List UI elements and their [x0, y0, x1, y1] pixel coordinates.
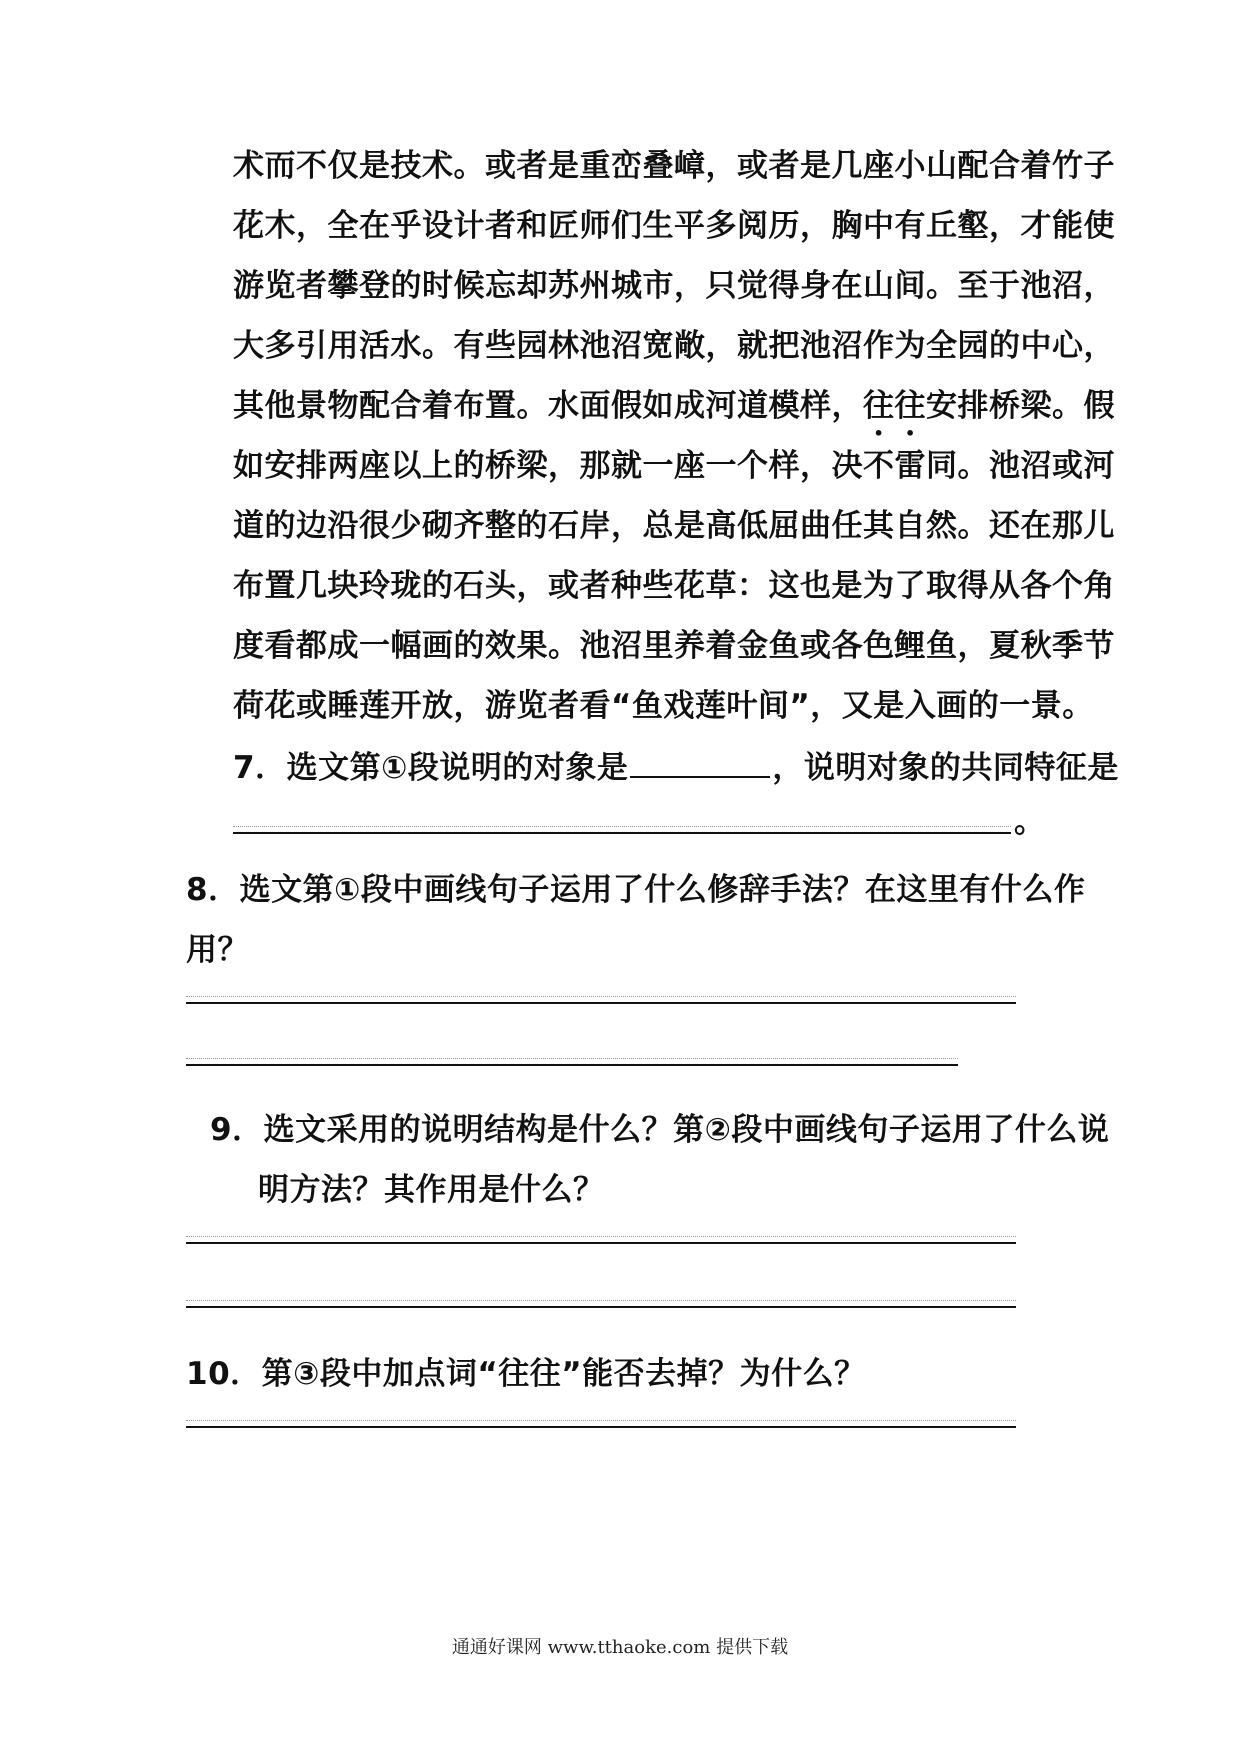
passage-line-2: 花木，全在乎设计者和匠师们生平多阅历，胸中有丘壑，才能使: [233, 208, 1115, 244]
question-7: [233, 746, 1119, 788]
passage-line-8: 布置几块玲珑的石头，或者种些花草：这也是为了取得从各个角: [233, 568, 1115, 604]
passage-line-6: 如安排两座以上的桥梁，那就一座一个样，决不雷同。池沼或河: [233, 448, 1115, 484]
passage-line-3: 游览者攀登的时候忘却苏州城市，只觉得身在山间。至于池沼，: [233, 268, 1115, 304]
dotted-word: 往往: [863, 388, 926, 424]
passage-line-1: 术而不仅是技术。或者是重峦叠嶂，或者是几座小山配合着竹子: [233, 148, 1115, 184]
passage-line-7: 道的边沿很少砌齐整的石岸，总是高低屈曲任其自然。还在那儿: [233, 508, 1115, 544]
passage-line-5-before: 其他景物配合着布置。水面假如成河道模样，: [233, 388, 863, 424]
passage-line-4: 大多引用活水。有些园林池沼宽敞，就把池沼作为全园的中心，: [233, 328, 1115, 364]
question-9-answer-line-2[interactable]: [186, 1306, 1016, 1308]
question-7-blank[interactable]: [630, 746, 770, 778]
question-10: 10．第③段中加点词“往往”能否去掉？为什么？: [186, 1356, 866, 1392]
question-7-part2: ，说明对象的共同特征是: [772, 750, 1119, 786]
passage-line-5: [233, 386, 1115, 443]
question-10-answer-line[interactable]: [186, 1426, 1016, 1428]
question-7-end: 。: [1014, 804, 1046, 840]
question-7-answer-line[interactable]: [233, 832, 1011, 834]
footer-credit: 通通好课网 www.tthaoke.com 提供下载: [451, 1637, 789, 1658]
question-9-answer-line-1[interactable]: [186, 1242, 1016, 1244]
passage-line-5-after: 安排桥梁。假: [926, 388, 1115, 424]
question-7-part1: 7．选文第①段说明的对象是: [233, 750, 629, 786]
question-9-line-1: 9．选文采用的说明结构是什么？第②段中画线句子运用了什么说: [210, 1112, 1110, 1148]
passage-line-10: 荷花或睡莲开放，游览者看“鱼戏莲叶间”，又是入画的一景。: [233, 688, 1094, 724]
question-8-answer-line-1[interactable]: [186, 1002, 1016, 1004]
question-8-line-2: 用？: [186, 932, 249, 968]
passage-line-9: 度看都成一幅画的效果。池沼里养着金鱼或各色鲤鱼，夏秋季节: [233, 628, 1115, 664]
question-8-line-1: 8．选文第①段中画线句子运用了什么修辞手法？在这里有什么作: [186, 872, 1086, 908]
question-9-line-2: 明方法？其作用是什么？: [258, 1172, 605, 1208]
question-8-answer-line-2[interactable]: [186, 1064, 958, 1066]
